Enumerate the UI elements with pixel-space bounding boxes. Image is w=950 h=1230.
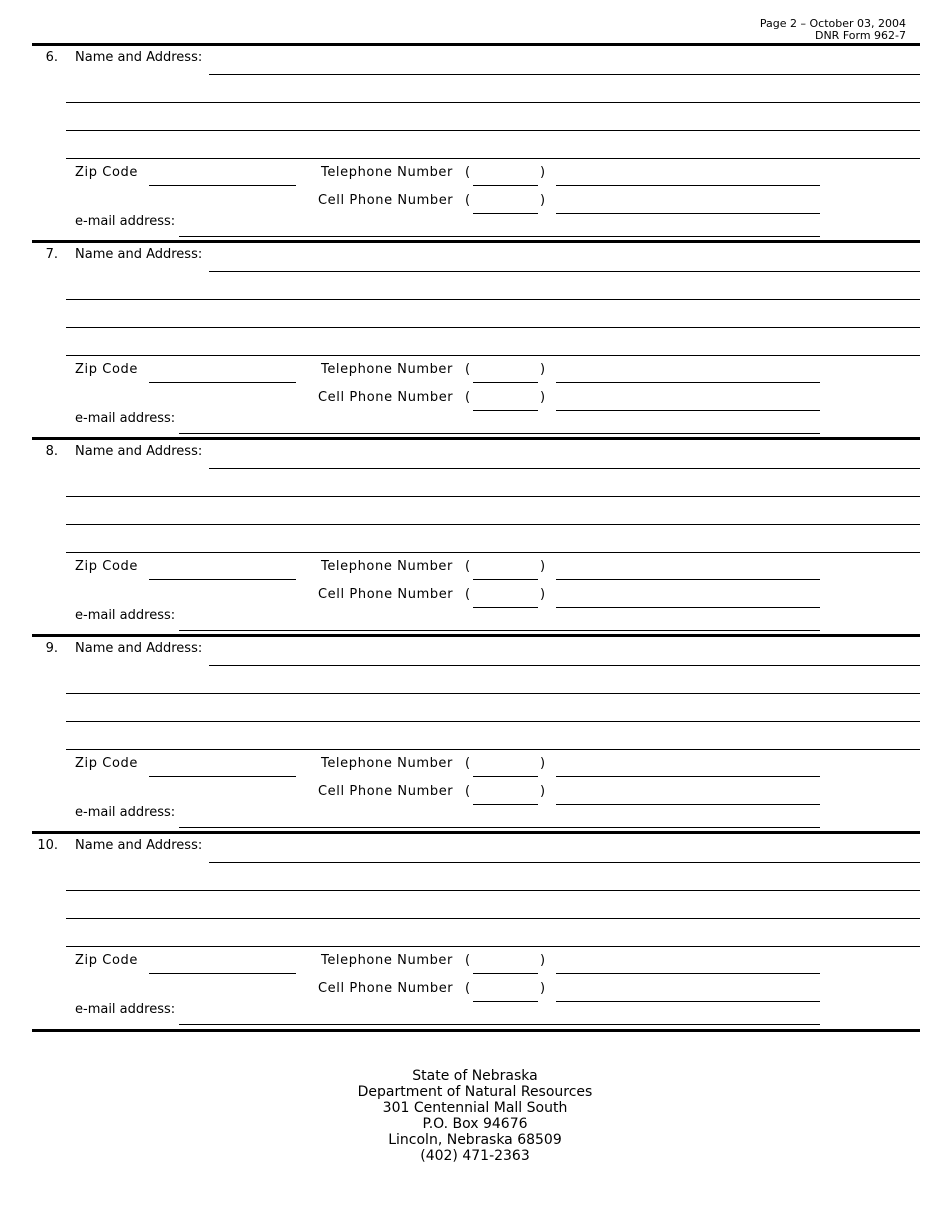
telephone-area-code-field[interactable] (473, 185, 538, 186)
name-address-field-line1[interactable] (209, 271, 920, 272)
email-label: e-mail address: (75, 411, 176, 426)
name-address-label: Name and Address: (75, 641, 203, 656)
contact-entry (0, 831, 950, 1028)
contact-entry (0, 43, 950, 240)
telephone-number-field[interactable] (556, 776, 820, 777)
cell-phone-number-field[interactable] (556, 213, 820, 214)
bottom-rule (32, 1029, 920, 1032)
cell-phone-label: Cell Phone Number (318, 390, 454, 405)
entry-number: 7. (45, 247, 58, 262)
contact-entry (0, 437, 950, 634)
cell-area-close-paren: ) (540, 390, 546, 405)
email-field[interactable] (179, 236, 820, 237)
telephone-area-code-field[interactable] (473, 776, 538, 777)
cell-phone-label: Cell Phone Number (318, 981, 454, 996)
email-field[interactable] (179, 433, 820, 434)
form-number: DNR Form 962-7 (814, 29, 906, 42)
telephone-area-open-paren: ( (465, 362, 471, 377)
cell-area-open-paren: ( (465, 784, 471, 799)
section-rule (32, 437, 920, 440)
footer-phone: (402) 471-2363 (420, 1148, 530, 1164)
cell-area-open-paren: ( (465, 390, 471, 405)
cell-phone-number-field[interactable] (556, 804, 820, 805)
name-address-field-line1[interactable] (209, 468, 920, 469)
cell-area-close-paren: ) (540, 193, 546, 208)
telephone-area-open-paren: ( (465, 165, 471, 180)
address-field-line3[interactable] (66, 327, 920, 328)
cell-area-code-field[interactable] (473, 213, 538, 214)
telephone-area-open-paren: ( (465, 953, 471, 968)
cell-area-open-paren: ( (465, 981, 471, 996)
address-field-line4[interactable] (66, 158, 920, 159)
name-address-label: Name and Address: (75, 247, 203, 262)
telephone-area-code-field[interactable] (473, 382, 538, 383)
entry-number: 9. (45, 641, 58, 656)
telephone-area-code-field[interactable] (473, 579, 538, 580)
entry-number: 8. (45, 444, 58, 459)
telephone-area-close-paren: ) (540, 362, 546, 377)
telephone-number-field[interactable] (556, 185, 820, 186)
zip-code-field[interactable] (149, 973, 296, 974)
telephone-number-field[interactable] (556, 579, 820, 580)
email-field[interactable] (179, 1024, 820, 1025)
entry-number: 6. (45, 50, 58, 65)
telephone-area-code-field[interactable] (473, 973, 538, 974)
zip-code-field[interactable] (149, 185, 296, 186)
telephone-area-open-paren: ( (465, 559, 471, 574)
telephone-area-open-paren: ( (465, 756, 471, 771)
cell-phone-number-field[interactable] (556, 1001, 820, 1002)
cell-area-close-paren: ) (540, 587, 546, 602)
address-field-line3[interactable] (66, 130, 920, 131)
name-address-field-line1[interactable] (209, 862, 920, 863)
telephone-number-field[interactable] (556, 973, 820, 974)
zip-code-label: Zip Code (75, 756, 138, 771)
email-label: e-mail address: (75, 608, 176, 623)
telephone-label: Telephone Number (321, 756, 453, 771)
cell-phone-label: Cell Phone Number (318, 587, 454, 602)
zip-code-field[interactable] (149, 382, 296, 383)
zip-code-label: Zip Code (75, 559, 138, 574)
cell-phone-label: Cell Phone Number (318, 193, 454, 208)
telephone-label: Telephone Number (321, 559, 453, 574)
address-field-line4[interactable] (66, 946, 920, 947)
zip-code-label: Zip Code (75, 953, 138, 968)
section-rule (32, 43, 920, 46)
address-field-line4[interactable] (66, 749, 920, 750)
contact-entry (0, 240, 950, 437)
address-field-line3[interactable] (66, 918, 920, 919)
name-address-label: Name and Address: (75, 444, 203, 459)
footer-department: Department of Natural Resources (357, 1084, 593, 1100)
page-header (760, 18, 906, 42)
cell-phone-number-field[interactable] (556, 607, 820, 608)
cell-area-code-field[interactable] (473, 607, 538, 608)
cell-area-close-paren: ) (540, 981, 546, 996)
telephone-label: Telephone Number (321, 953, 453, 968)
cell-phone-number-field[interactable] (556, 410, 820, 411)
footer-state: State of Nebraska (412, 1068, 538, 1084)
cell-phone-label: Cell Phone Number (318, 784, 454, 799)
telephone-area-close-paren: ) (540, 756, 546, 771)
name-address-label: Name and Address: (75, 50, 203, 65)
telephone-area-close-paren: ) (540, 165, 546, 180)
email-field[interactable] (179, 630, 820, 631)
name-address-field-line1[interactable] (209, 665, 920, 666)
address-field-line2[interactable] (66, 890, 920, 891)
footer-address (0, 1068, 950, 1164)
telephone-area-close-paren: ) (540, 559, 546, 574)
address-field-line4[interactable] (66, 355, 920, 356)
zip-code-label: Zip Code (75, 362, 138, 377)
zip-code-field[interactable] (149, 579, 296, 580)
telephone-label: Telephone Number (321, 165, 453, 180)
cell-area-code-field[interactable] (473, 410, 538, 411)
telephone-number-field[interactable] (556, 382, 820, 383)
page-date: Page 2 – October 03, 2004 (759, 17, 906, 30)
address-field-line3[interactable] (66, 524, 920, 525)
address-field-line2[interactable] (66, 299, 920, 300)
email-label: e-mail address: (75, 805, 176, 820)
zip-code-field[interactable] (149, 776, 296, 777)
footer-street: 301 Centennial Mall South (382, 1100, 568, 1116)
section-rule (32, 831, 920, 834)
email-field[interactable] (179, 827, 820, 828)
address-field-line2[interactable] (66, 102, 920, 103)
cell-area-close-paren: ) (540, 784, 546, 799)
section-rule (32, 634, 920, 637)
address-field-line3[interactable] (66, 721, 920, 722)
email-label: e-mail address: (75, 214, 176, 229)
telephone-area-close-paren: ) (540, 953, 546, 968)
email-label: e-mail address: (75, 1002, 176, 1017)
footer-city: Lincoln, Nebraska 68509 (388, 1132, 562, 1148)
cell-area-open-paren: ( (465, 587, 471, 602)
footer-po-box: P.O. Box 94676 (422, 1116, 528, 1132)
section-rule (32, 240, 920, 243)
telephone-label: Telephone Number (321, 362, 453, 377)
address-field-line4[interactable] (66, 552, 920, 553)
name-address-field-line1[interactable] (209, 74, 920, 75)
cell-area-open-paren: ( (465, 193, 471, 208)
cell-area-code-field[interactable] (473, 804, 538, 805)
address-field-line2[interactable] (66, 496, 920, 497)
contact-entry (0, 634, 950, 831)
zip-code-label: Zip Code (75, 165, 138, 180)
entry-number: 10. (37, 838, 58, 853)
cell-area-code-field[interactable] (473, 1001, 538, 1002)
address-field-line2[interactable] (66, 693, 920, 694)
name-address-label: Name and Address: (75, 838, 203, 853)
